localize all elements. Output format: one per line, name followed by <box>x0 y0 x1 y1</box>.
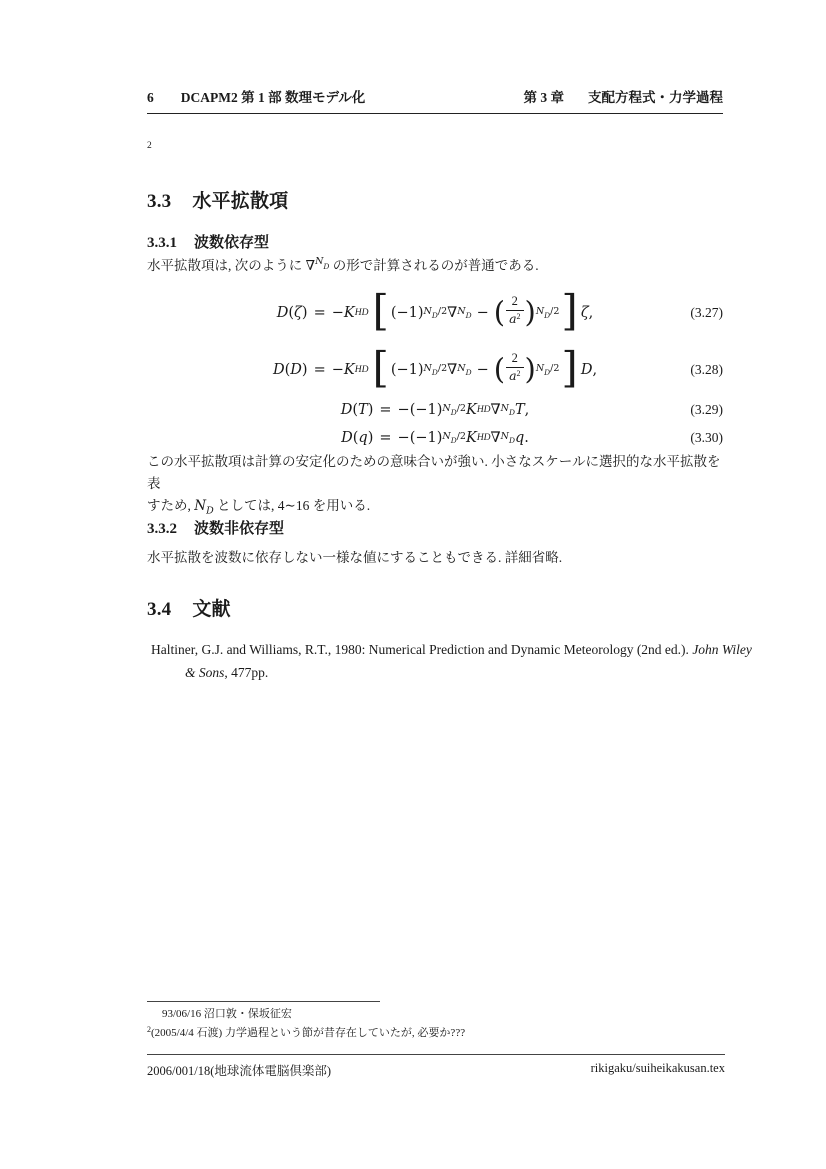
page-footer <box>147 1054 725 1079</box>
nabla-symbol: ∇ <box>490 402 501 418</box>
footnote-marker: 2 <box>147 1025 151 1034</box>
footer-right: rikigaku/suiheikakusan.tex <box>590 1061 725 1075</box>
subsection-title: 波数非依存型 <box>194 521 285 537</box>
section-number: 3.3 <box>147 191 172 212</box>
nabla-symbol: ∇ <box>447 305 458 321</box>
equation-3-27 <box>147 284 723 342</box>
reference-publisher: John Wiley & Sons <box>185 642 752 680</box>
paragraph-332: 水平拡散を波数に依存しない一様な値にすることもできる. 詳細省略. <box>147 550 563 565</box>
intro-text-before: 水平拡散項は, 次のように <box>147 258 306 273</box>
section-number: 3.4 <box>147 599 172 620</box>
reference-entry <box>151 638 757 684</box>
header-chapter-title: 支配方程式・力学過程 <box>588 90 723 105</box>
equation-number: (3.28) <box>690 362 723 377</box>
subsection-heading-3-3-1 <box>147 231 269 252</box>
page-header <box>147 86 723 114</box>
footnote-line-1: 93/06/16 沼口敦・保坂征宏 <box>162 1008 292 1020</box>
equation-3-30-body: D ( q ) = − (−1) $N_D/2$ K HD ∇ $N_D$ q . <box>341 430 529 446</box>
operator-d: D <box>276 305 289 321</box>
intro-text-after: の形で計算されるのが普通である. <box>329 258 539 273</box>
subsection-title: 波数依存型 <box>194 235 270 251</box>
fraction-2-over-a2: $\frac{2}{a^2}$ <box>506 295 523 327</box>
paragraph-discussion <box>147 451 725 517</box>
discussion-line1: この水平拡散項は計算の安定化のための意味合いが強い. 小さなスケールに選択的な水平拡散を表 <box>147 454 721 491</box>
header-right <box>524 86 724 106</box>
subsection-number: 3.3.1 <box>147 235 177 251</box>
operator-d: D <box>341 430 353 446</box>
section-title: 水平拡散項 <box>192 191 289 212</box>
page-number: 6 <box>147 90 154 105</box>
nabla-symbol: ∇ <box>490 430 501 446</box>
paragraph-intro <box>147 255 725 277</box>
footnote-line-2: $^2$(2005/4/4 石渡) 力学過程という節が昔存在していたが, 必要か??? <box>147 1025 466 1039</box>
header-left-title: DCAPM2 第 1 部 数理モデル化 <box>180 90 366 105</box>
equation-3-27-body: D ( ζ ) = − K HD [ (−1) $N_D/2$ ∇ $N_D$ − ( $\frac{2}{a^2}$ ) $N_D/2$ ] ζ , <box>276 286 594 335</box>
header-chapter-label: 第 3 章 <box>523 90 564 105</box>
footnotes-block <box>147 1001 723 1041</box>
inline-math-nabla-nd: ∇$^{N_D}$ <box>305 256 330 274</box>
equation-3-29 <box>147 398 723 422</box>
equation-3-28 <box>147 341 723 399</box>
reference-roman: Haltiner, G.J. and Williams, R.T., 1980: Numerical Prediction and Dynamic Meteorology (2nd ed.). <box>151 642 693 657</box>
footer-left: 2006/001/18(地球流体電脳倶楽部) <box>147 1064 332 1078</box>
fraction-2-over-a2: $\frac{2}{a^2}$ <box>506 352 523 384</box>
section-heading-3-4 <box>147 594 231 621</box>
footnote-rule <box>147 1001 380 1002</box>
discussion-line2: すため, $N_D$ としては, 4∼16 を用いる. <box>147 498 371 517</box>
equation-3-30 <box>147 426 723 450</box>
nabla-symbol: ∇ <box>447 362 458 378</box>
equation-number: (3.30) <box>690 430 723 445</box>
operator-d: D <box>272 362 285 378</box>
nabla-symbol: ∇ <box>305 258 316 274</box>
section-title: 文献 <box>192 599 231 620</box>
equation-number: (3.29) <box>690 402 723 417</box>
equation-3-29-body: D ( T ) = − (−1) $N_D/2$ K HD ∇ $N_D$ T , <box>340 402 530 418</box>
equation-number: (3.27) <box>690 305 723 320</box>
subsection-heading-3-3-2 <box>147 517 284 538</box>
header-left <box>147 86 365 106</box>
inline-math-nd: $N_D$ <box>194 498 214 517</box>
subsection-number: 3.3.2 <box>147 521 177 537</box>
operator-d: D <box>340 402 353 418</box>
stray-footnote-mark: 2 <box>147 141 152 151</box>
reference-tail: , 477pp. <box>224 665 269 680</box>
section-heading-3-3 <box>147 186 288 213</box>
equation-3-28-body: D ( D ) = − K HD [ (−1) $N_D/2$ ∇ $N_D$ − ( $\frac{2}{a^2}$ ) $N_D/2$ ] D , <box>272 343 598 392</box>
